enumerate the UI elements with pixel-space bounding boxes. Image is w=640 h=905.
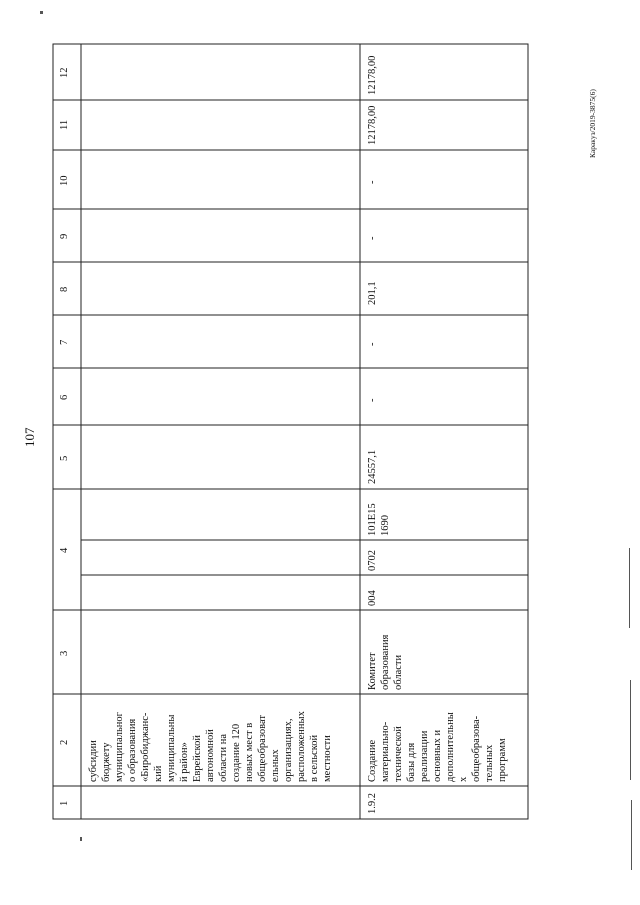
row2-col7-value: - — [367, 342, 378, 346]
header-col-9: 9 — [59, 233, 70, 239]
row2-col5-value: 24557,1 — [367, 449, 378, 484]
scan-mark — [40, 11, 43, 14]
scan-mark — [631, 800, 632, 870]
header-col-4: 4 — [59, 547, 70, 553]
page-number: 107 — [22, 427, 37, 447]
header-col-6: 6 — [59, 394, 70, 400]
scan-mark — [80, 837, 82, 841]
row2-col8-value: 201,1 — [367, 281, 378, 305]
row2-col12-value: 12178,00 — [367, 55, 378, 95]
header-col-1: 1 — [59, 800, 70, 806]
row2-col11-value: 12178,00 — [367, 105, 378, 145]
row1-description: субсидии бюджету муниципальног о образования «Биробиджанс- кий муниципальны й район» Еврейской автономной области на создание 120 новых мест в общеобразоват ельных организациях, расположенных в сельской местности — [88, 711, 333, 782]
header-col-11: 11 — [59, 119, 70, 130]
header-col-3: 3 — [59, 650, 70, 656]
document-code: Каракуз/2019-3875(6) — [588, 89, 597, 158]
row2-description: Создание материально- технической базы для реализации основных и дополнительны х общеобразова- тельных программ — [367, 712, 508, 782]
row2-col9-value: - — [367, 236, 378, 240]
header-col-12: 12 — [59, 67, 70, 78]
row2-code-section: 0702 — [367, 550, 378, 571]
header-col-8: 8 — [59, 286, 70, 292]
scan-mark — [629, 548, 630, 628]
row2-item-number: 1.9.2 — [367, 793, 378, 814]
row2-col10-value: - — [367, 180, 378, 184]
header-col-7: 7 — [59, 339, 70, 345]
header-col-10: 10 — [59, 175, 70, 186]
row2-executor: Комитет образования области — [367, 634, 404, 690]
row2-code-grbs: 004 — [367, 590, 378, 606]
header-col-5: 5 — [59, 455, 70, 461]
header-col-2: 2 — [59, 739, 70, 745]
scan-mark — [630, 680, 631, 780]
row2-col6-value: - — [367, 398, 378, 402]
row2-code-target: 101Е15 1690 — [367, 503, 391, 536]
